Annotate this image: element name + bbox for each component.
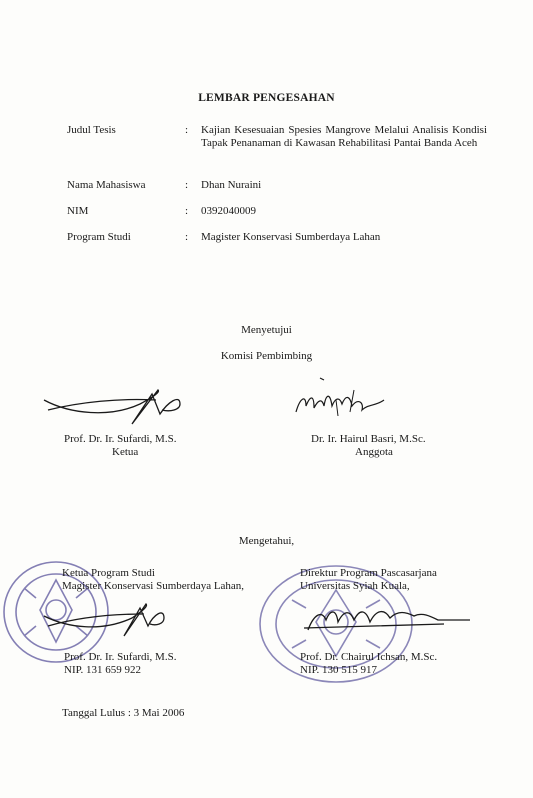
field-program xyxy=(67,231,487,245)
head-program-nip: NIP. 131 659 922 xyxy=(64,664,142,676)
director-nip: NIP. 130 515 917 xyxy=(300,664,378,676)
field-label: Program Studi xyxy=(67,231,131,243)
approve-label: Menyetujui xyxy=(241,324,292,336)
field-thesis-title xyxy=(67,124,487,164)
director-title-line1: Direktur Program Pascasarjana xyxy=(300,567,437,579)
signature-supervisor1 xyxy=(40,384,190,434)
field-label: NIM xyxy=(67,205,89,217)
field-label: Judul Tesis xyxy=(67,124,116,136)
director-title-line2: Universitas Syiah Kuala, xyxy=(300,580,410,592)
field-nim xyxy=(67,205,487,219)
field-value: 0392040009 xyxy=(201,205,256,217)
acknowledge-label: Mengetahui, xyxy=(238,535,295,547)
field-colon: : xyxy=(185,205,189,217)
field-colon: : xyxy=(185,231,189,243)
field-value: Magister Konservasi Sumberdaya Lahan xyxy=(201,231,381,243)
page-title: LEMBAR PENGESAHAN xyxy=(198,92,335,104)
field-colon: : xyxy=(185,124,189,136)
field-colon: : xyxy=(185,179,189,191)
signature-director xyxy=(304,600,474,640)
signature-supervisor2 xyxy=(292,372,402,427)
field-label: Nama Mahasiswa xyxy=(67,179,146,191)
supervisor1-role: Ketua xyxy=(112,446,139,458)
committee-label: Komisi Pembimbing xyxy=(220,350,313,362)
signature-head-program xyxy=(40,596,170,646)
graduation-date: Tanggal Lulus : 3 Mai 2006 xyxy=(62,707,185,719)
head-program-title-line1: Ketua Program Studi xyxy=(62,567,155,579)
director-name: Prof. Dr. Chairul Ichsan, M.Sc. xyxy=(300,651,438,663)
field-value: Kajian Kesesuaian Spesies Mangrove Melalui Analisis Kondisi Tapak Penanaman di Kawasan Rehabilitasi Pantai Banda Aceh xyxy=(201,124,487,149)
supervisor2-role: Anggota xyxy=(355,446,393,458)
supervisor1-name: Prof. Dr. Ir. Sufardi, M.S. xyxy=(64,433,177,445)
field-value: Dhan Nuraini xyxy=(201,179,262,191)
supervisor2-name: Dr. Ir. Hairul Basri, M.Sc. xyxy=(311,433,426,445)
head-program-name: Prof. Dr. Ir. Sufardi, M.S. xyxy=(64,651,177,663)
head-program-title-line2: Magister Konservasi Sumberdaya Lahan, xyxy=(62,580,245,592)
field-student-name xyxy=(67,179,487,193)
